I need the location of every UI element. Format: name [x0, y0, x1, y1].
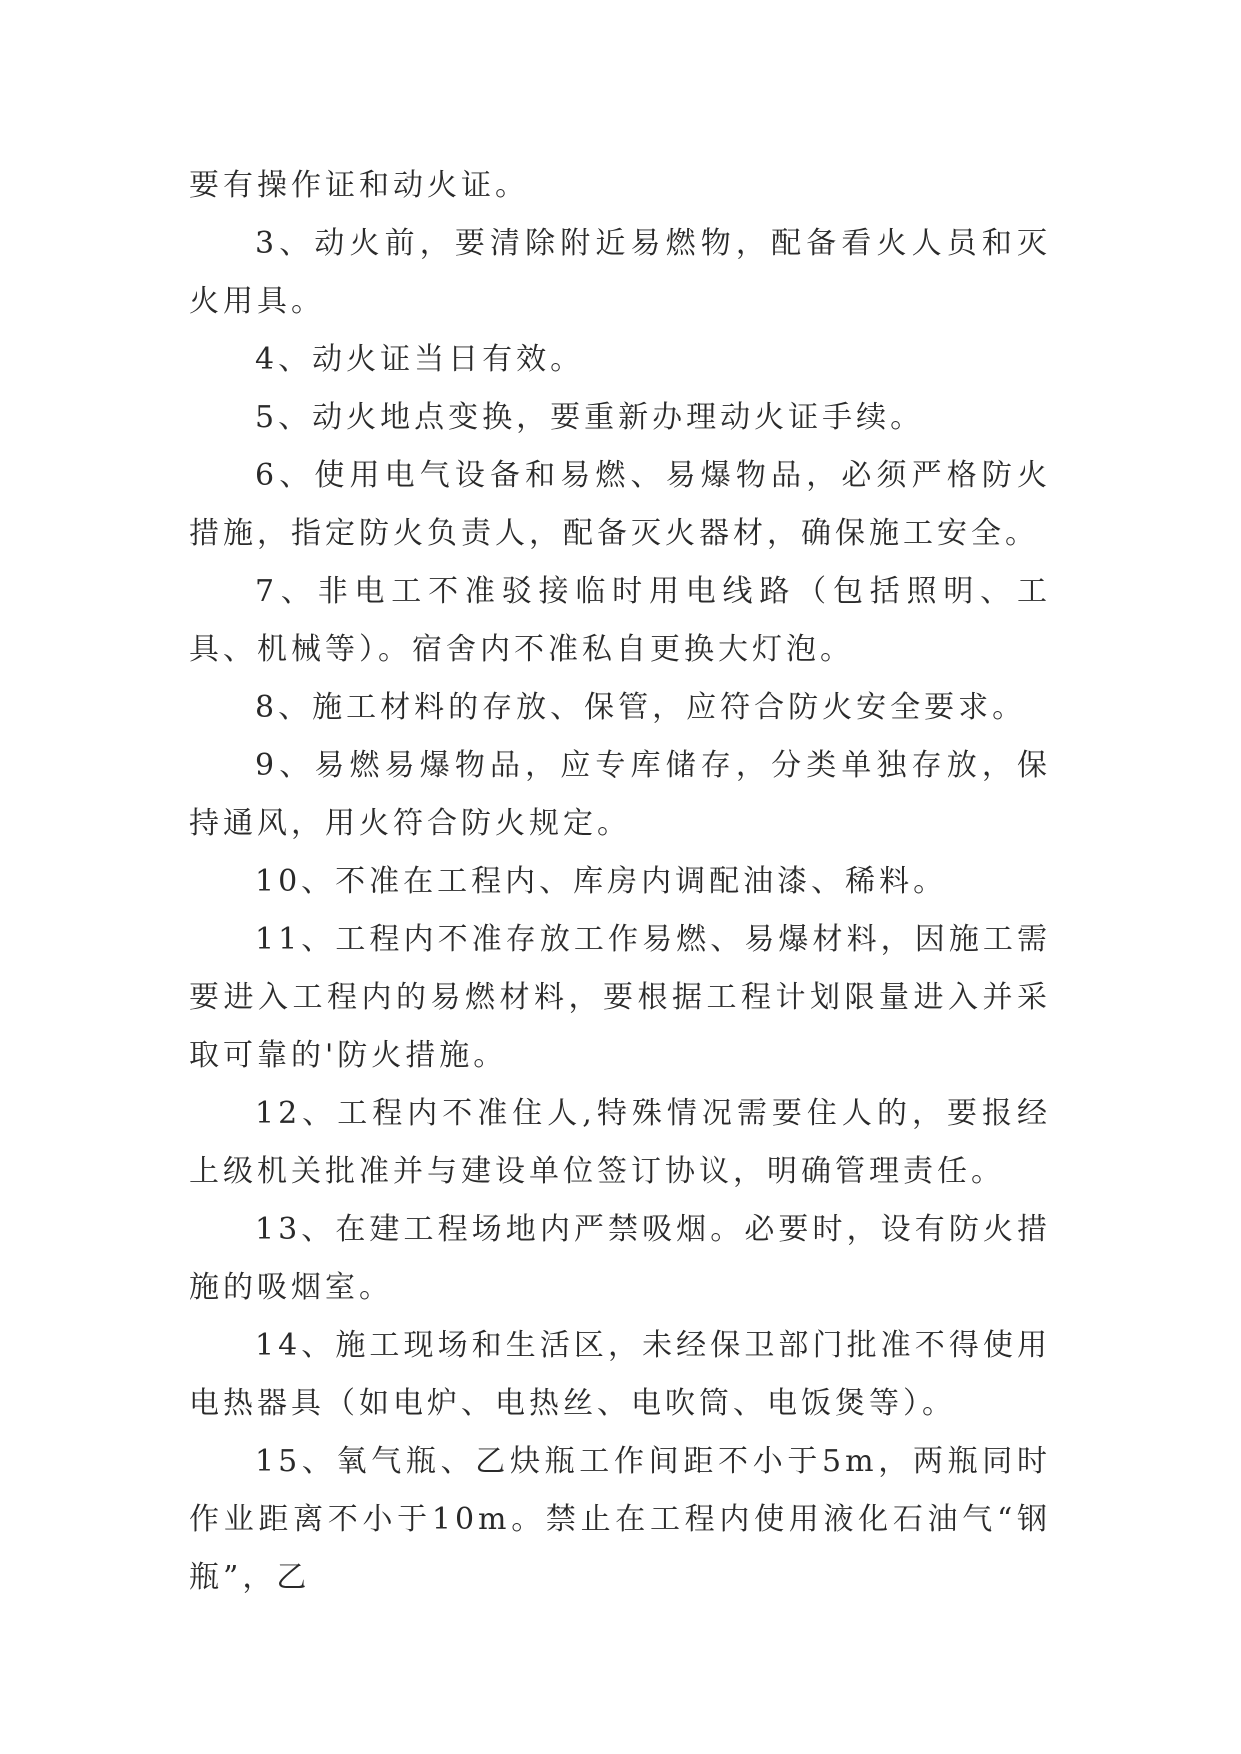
paragraph-item-11: 11、工程内不准存放工作易燃、易爆材料，因施工需要进入工程内的易燃材料，要根据工程计划限量进入并采取可靠的'防火措施。 [189, 922, 1051, 1073]
paragraph-item-8: 8、施工材料的存放、保管，应符合防火安全要求。 [255, 690, 1027, 725]
paragraph-item-13: 13、在建工程场地内严禁吸烟。必要时，设有防火措施的吸烟室。 [189, 1212, 1051, 1305]
paragraph-item-6: 6、使用电气设备和易燃、易爆物品，必须严格防火措施，指定防火负责人，配备灭火器材，确保施工安全。 [189, 458, 1051, 551]
paragraph-item-4: 4、动火证当日有效。 [255, 342, 585, 377]
paragraph-continuation: 要有操作证和动火证。 [189, 168, 529, 203]
paragraph-item-7: 7、非电工不准驳接临时用电线路（包括照明、工具、机械等）。宿舍内不准私自更换大灯泡。 [189, 574, 1051, 667]
paragraph-item-9: 9、易燃易爆物品，应专库储存，分类单独存放，保持通风，用火符合防火规定。 [189, 748, 1051, 841]
document-body [189, 157, 1051, 1607]
paragraph-item-14: 14、施工现场和生活区，未经保卫部门批准不得使用电热器具（如电炉、电热丝、电吹筒、电饭煲等）。 [189, 1328, 1051, 1421]
paragraph-item-5: 5、动火地点变换，要重新办理动火证手续。 [255, 400, 925, 435]
paragraph-item-10: 10、不准在工程内、库房内调配油漆、稀料。 [255, 864, 948, 899]
paragraph-item-3: 3、动火前，要清除附近易燃物，配备看火人员和灭火用具。 [189, 226, 1051, 319]
paragraph-item-15: 15、氧气瓶、乙炔瓶工作间距不小于5m，两瓶同时作业距离不小于10m。禁止在工程内使用液化石油气“钢瓶”，乙 [189, 1444, 1051, 1595]
paragraph-item-12: 12、工程内不准住人,特殊情况需要住人的，要报经上级机关批准并与建设单位签订协议，明确管理责任。 [189, 1096, 1051, 1189]
